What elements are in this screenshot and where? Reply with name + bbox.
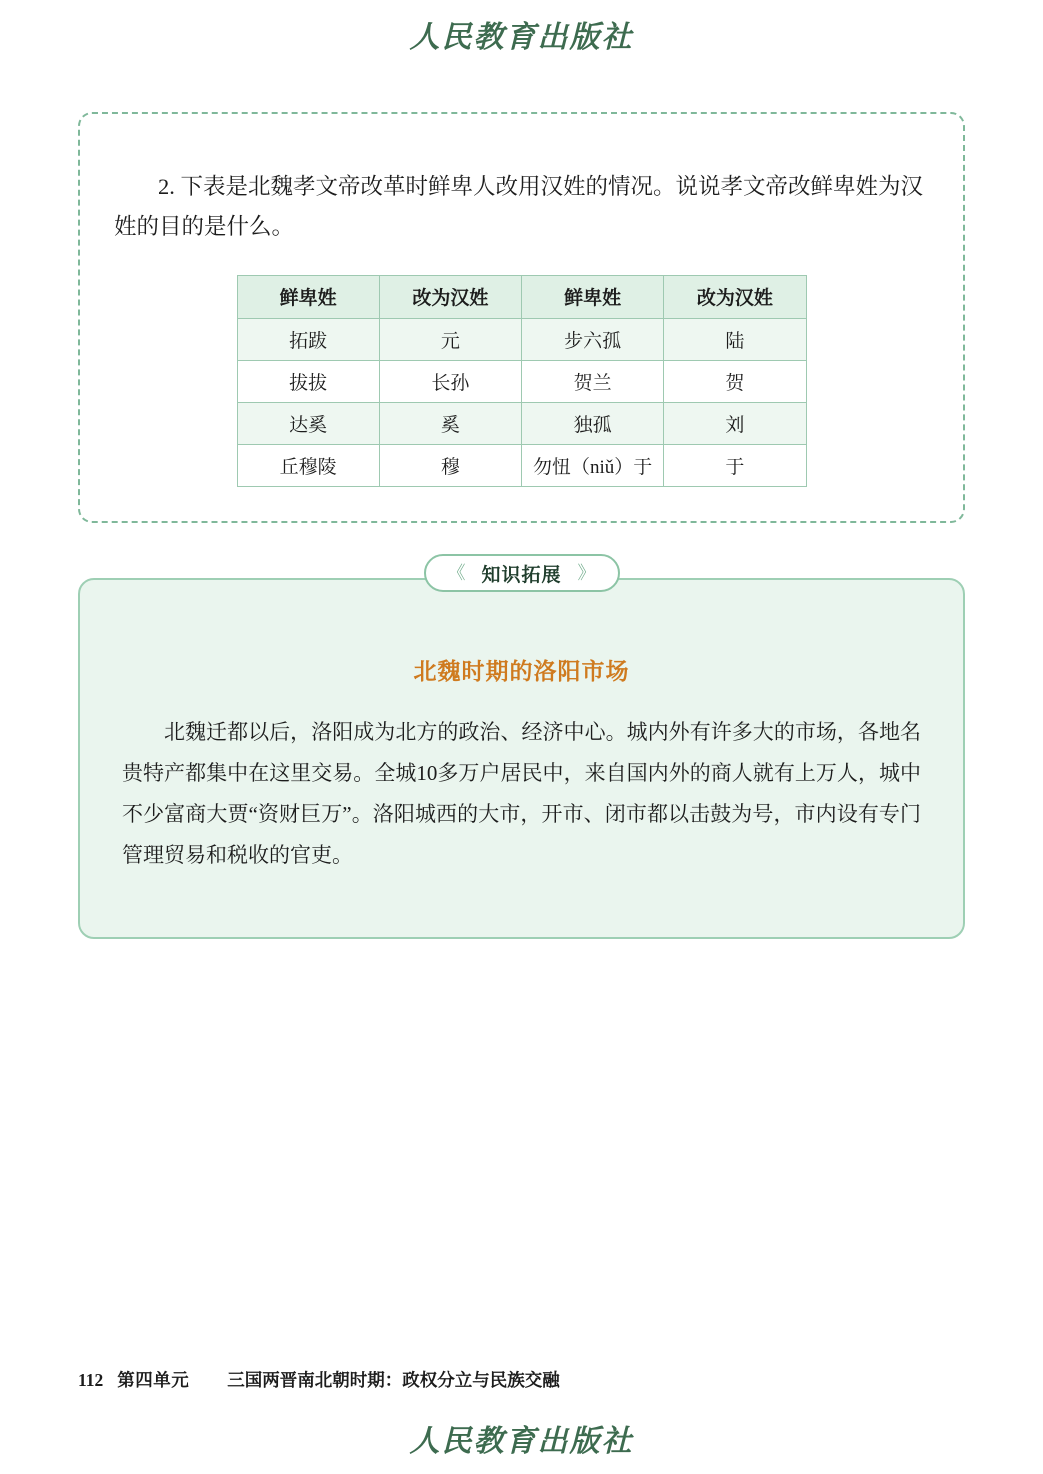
table-cell: 贺 (664, 360, 806, 402)
table-cell: 拓跋 (237, 318, 379, 360)
table-cell: 于 (664, 444, 806, 486)
page-footer (78, 1367, 560, 1392)
table-row (237, 402, 806, 444)
chevron-right-icon: 》 (577, 563, 596, 583)
table-cell: 长孙 (379, 360, 521, 402)
table-row (237, 444, 806, 486)
table-cell: 独孤 (522, 402, 664, 444)
exercise-prompt-text: 下表是北魏孝文帝改革时鲜卑人改用汉姓的情况。说说孝文帝改鲜卑姓为汉姓的目的是什么。 (114, 173, 924, 239)
column-header: 改为汉姓 (664, 275, 806, 318)
knowledge-extension-tag (423, 554, 619, 592)
table-cell: 贺兰 (522, 360, 664, 402)
column-header: 鲜卑姓 (522, 275, 664, 318)
surname-table-wrapper (237, 275, 807, 487)
table-cell: 步六孤 (522, 318, 664, 360)
knowledge-extension-section (78, 563, 965, 939)
surname-table (237, 275, 807, 487)
table-cell: 达奚 (237, 402, 379, 444)
table-cell: 刘 (664, 402, 806, 444)
knowledge-extension-card (78, 578, 965, 939)
exercise-box (78, 112, 965, 523)
knowledge-body: 北魏迁都以后，洛阳成为北方的政治、经济中心。城内外有许多大的市场，各地名贵特产都集中在这里交易。全城10多万户居民中，来自国内外的商人就有上万人，城中不少富商大贾“资财巨万”。洛阳城西的大市，开市、闭市都以击鼓为号，市内设有专门管理贸易和税收的官吏。 (122, 720, 921, 868)
table-cell: 丘穆陵 (237, 444, 379, 486)
knowledge-title: 北魏时期的洛阳市场 (413, 659, 630, 685)
column-header: 鲜卑姓 (237, 275, 379, 318)
publisher-mark-bottom: 人民教育出版社 (409, 1425, 634, 1458)
table-cell: 元 (379, 318, 521, 360)
exercise-number: 2. (158, 173, 175, 199)
knowledge-extension-label: 知识拓展 (481, 564, 562, 586)
footer-unit: 第四单元 (117, 1370, 190, 1390)
table-cell: 陆 (664, 318, 806, 360)
footer-chapter: 三国两晋南北朝时期：政权分立与民族交融 (227, 1370, 560, 1390)
table-row (237, 318, 806, 360)
table-cell: 拔拔 (237, 360, 379, 402)
exercise-prompt (114, 167, 929, 247)
publisher-mark-top: 人民教育出版社 (409, 21, 634, 54)
table-header-row (237, 275, 806, 318)
table-row (237, 360, 806, 402)
chevron-left-icon: 《 (447, 563, 466, 583)
page-number: 112 (78, 1370, 104, 1390)
column-header: 改为汉姓 (379, 275, 521, 318)
table-cell: 奚 (379, 402, 521, 444)
table-cell: 勿忸（niǔ）于 (522, 444, 664, 486)
table-cell: 穆 (379, 444, 521, 486)
